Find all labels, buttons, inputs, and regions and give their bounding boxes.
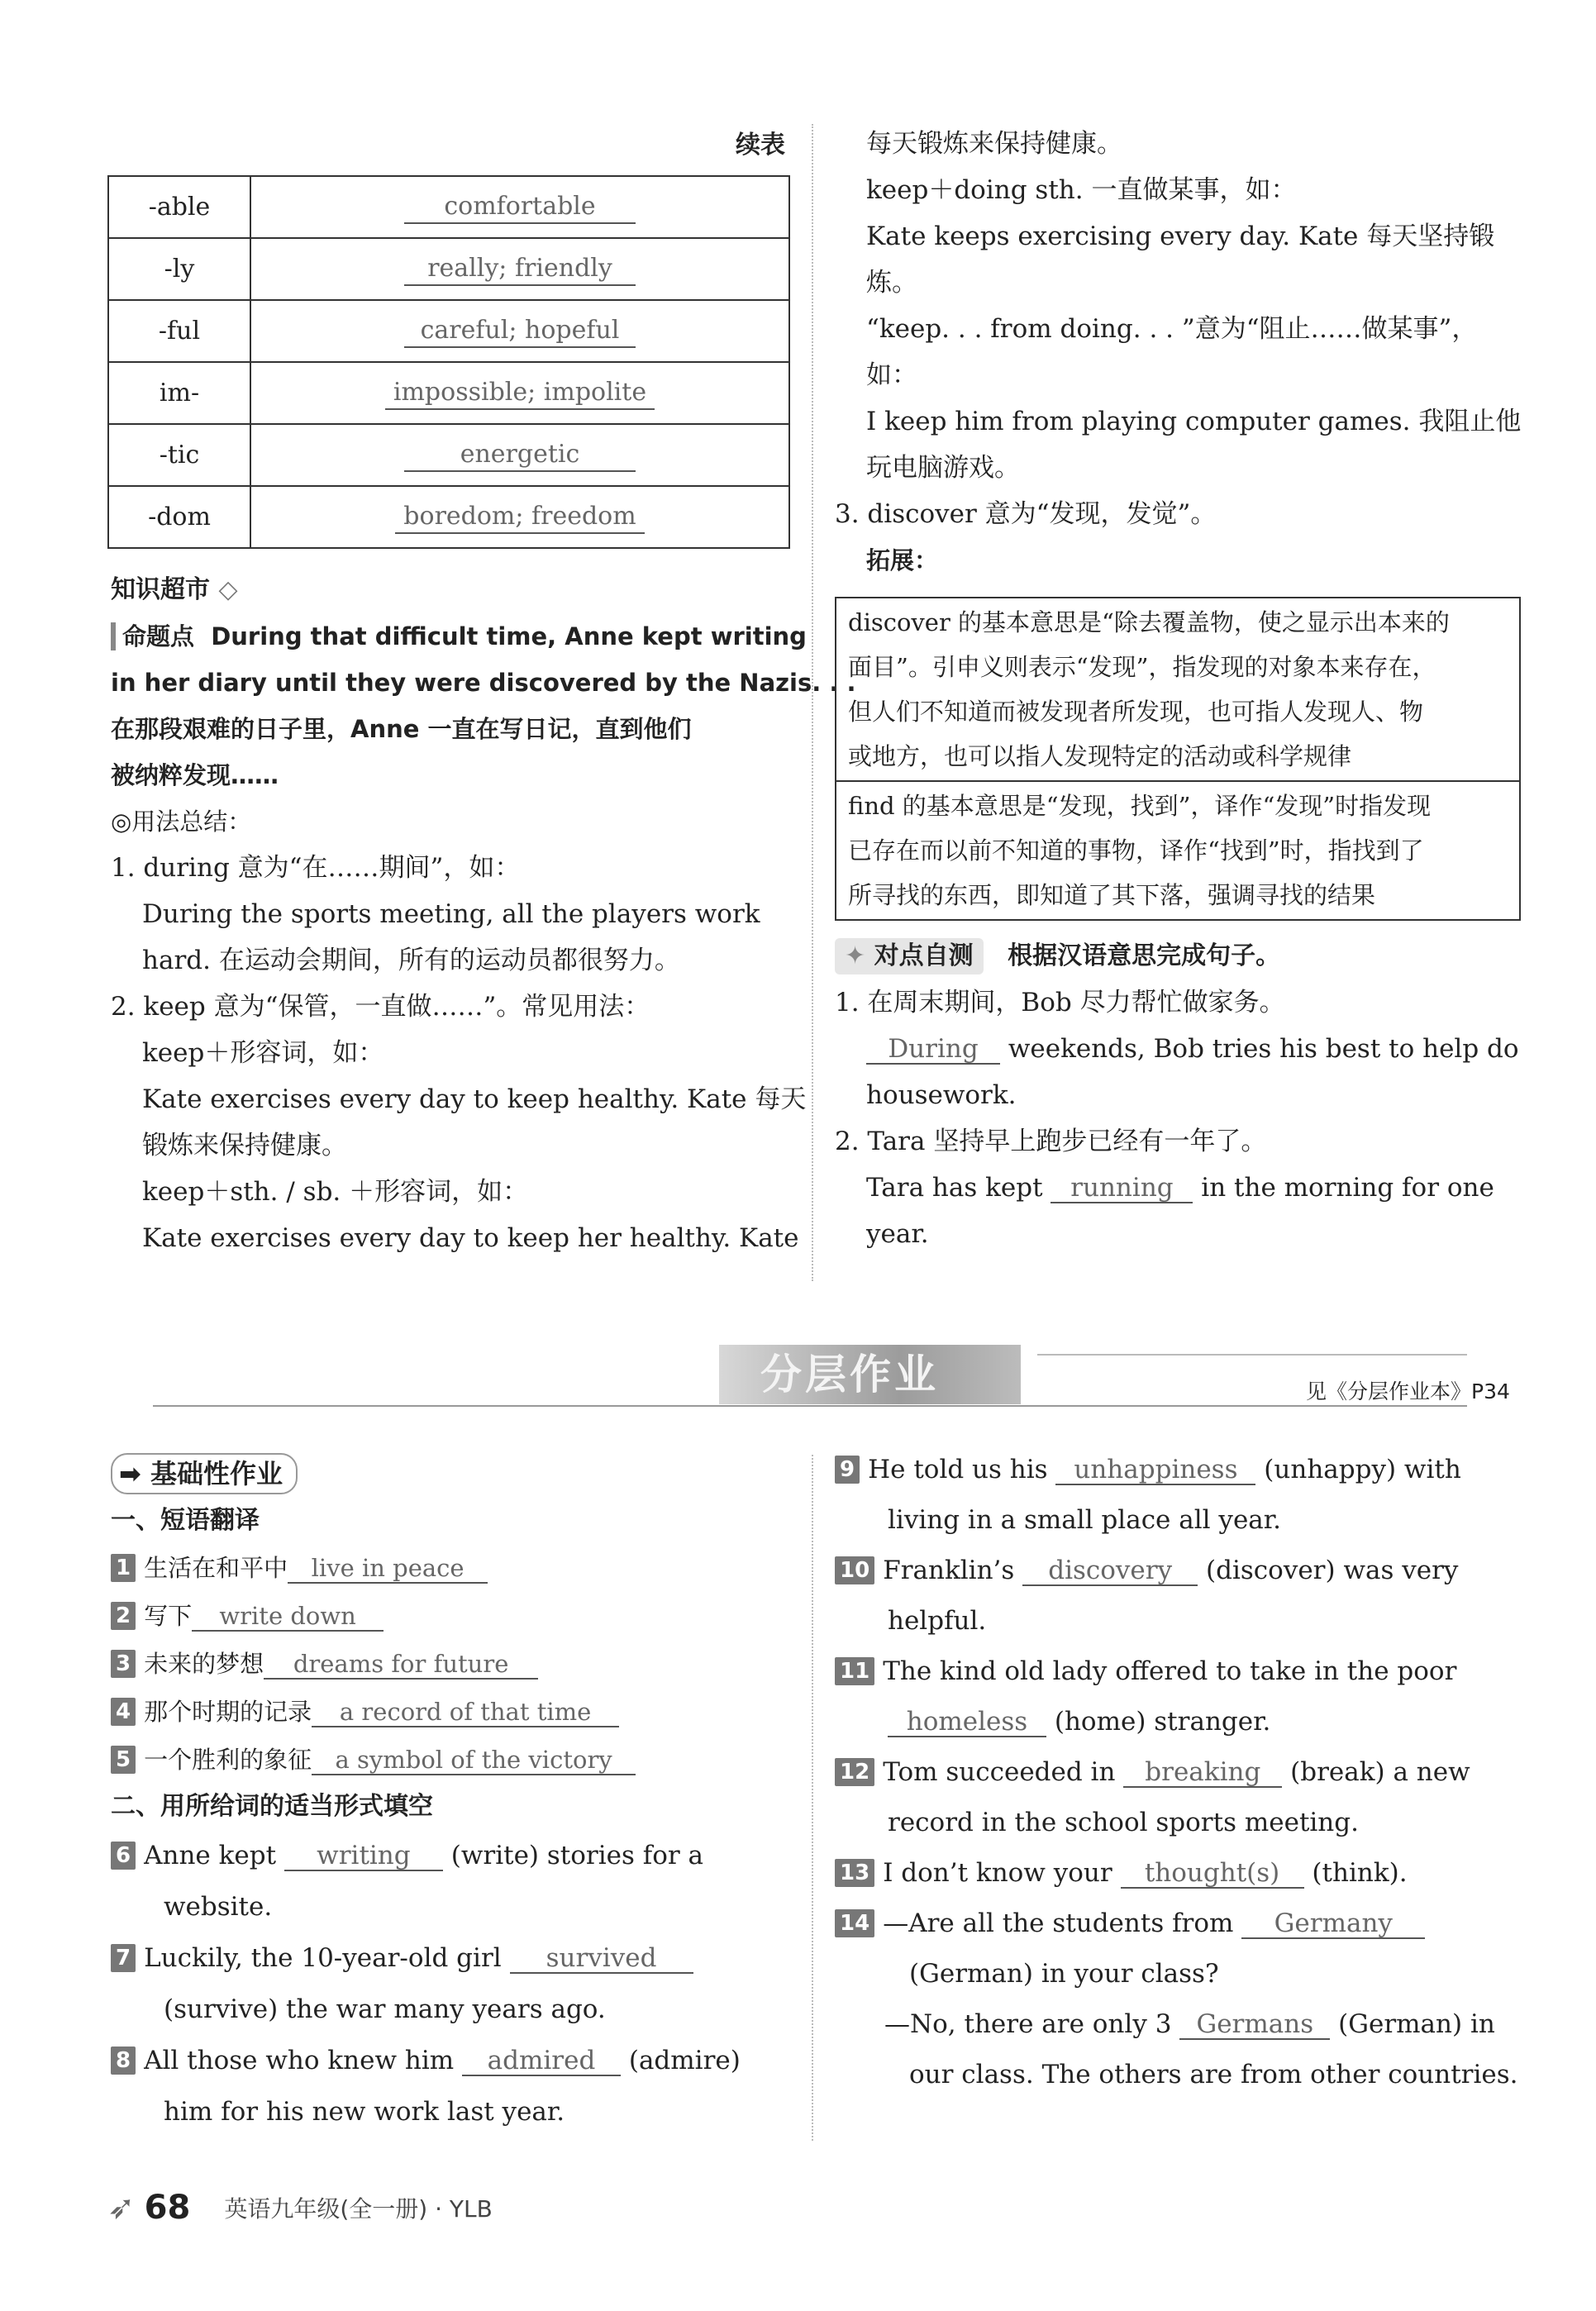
- answer-blank: discovery: [1022, 1556, 1198, 1586]
- usage-line: 如：: [866, 360, 917, 390]
- column-divider: [812, 124, 813, 1281]
- footer: [107, 2189, 493, 2227]
- suffix-cell: im-: [108, 362, 250, 424]
- question-14: 14 —Are all the students from Germany (German) in your class? —No, there are only 3 Germans (German) in our class. The others are from other countries.: [835, 1899, 1521, 2100]
- continued-label: 续表: [736, 131, 785, 160]
- phrase-item: 3 未来的梦想 dreams for future: [111, 1640, 797, 1688]
- answer-blank: breaking: [1123, 1758, 1282, 1788]
- answer-blank: a symbol of the victory: [312, 1746, 636, 1775]
- find-cell: find 的基本意思是“发现，找到”，译作“发现”时指发现 已存在而以前不知道的事物，译作“找到”时，指找到了 所寻找的东西，即知道了其下落，强调寻找的结果: [836, 780, 1519, 919]
- suffix-cell: -dom: [108, 486, 250, 548]
- table-row: [108, 486, 789, 548]
- usage-line: 每天锻炼来保持健康。: [866, 129, 1122, 159]
- question-13: 13 I don’t know your thought(s) (think).: [835, 1848, 1521, 1899]
- knowledge-heading: 知识超市 ◇: [111, 575, 238, 604]
- usage-line: “keep. . . from doing. . . ”意为“阻止……做某事”，: [866, 314, 1478, 344]
- selftest-section: ✦ 对点自测 根据汉语意思完成句子。 1. 在周末期间，Bob 尽力帮忙做家务。 During weekends, Bob tries his best to help do housework. 2. Tara 坚持早上跑步已经有一年了。 Tara has kept running in the morning for one year.: [835, 932, 1521, 1257]
- homework-left: [111, 1451, 797, 2137]
- answer-cell: energetic: [404, 439, 636, 472]
- answer-blank: homeless: [888, 1708, 1046, 1737]
- topic-cn: 在那段艰难的日子里，Anne 一直在写日记，直到他们: [111, 715, 692, 743]
- table-row: [108, 238, 789, 300]
- question-cn: 1. 在周末期间，Bob 尽力帮忙做家务。: [835, 988, 1285, 1017]
- column-divider: [812, 1455, 813, 2141]
- table-row: [108, 176, 789, 238]
- table-row: [108, 362, 789, 424]
- question-6: 6 Anne kept writing (write) stories for a website.: [111, 1830, 797, 1932]
- arrow-icon: ➡: [119, 1458, 141, 1489]
- answer-blank: write down: [192, 1602, 384, 1632]
- expansion-box: [835, 597, 1521, 921]
- table-row: [108, 300, 789, 362]
- suffix-cell: -ful: [108, 300, 250, 362]
- phrase-item: 2 写下 write down: [111, 1592, 797, 1640]
- phrase-item: 5 一个胜利的象征 a symbol of the victory: [111, 1736, 797, 1784]
- question-cn: 2. Tara 坚持早上跑步已经有一年了。: [835, 1127, 1267, 1156]
- selftest-instruction: 根据汉语意思完成句子。: [1008, 941, 1281, 970]
- homework-right: [835, 1445, 1521, 2100]
- usage-line: I keep him from playing computer games. 我阻止他: [866, 407, 1522, 436]
- usage-label: ◎用法总结：: [111, 808, 252, 836]
- discover-cell: discover 的基本意思是“除去覆盖物，使之显示出本来的 面目”。引申义则表示“发现”，指发现的对象本来存在， 但人们不知道而被发现者所发现，也可指人发现人、物 或地方，也可以指人发现特定的活动或科学规律: [848, 608, 1450, 770]
- suffix-cell: -ly: [108, 238, 250, 300]
- usage-line: hard. 在运动会期间，所有的运动员都很努力。: [142, 946, 680, 975]
- banner-rule: [153, 1405, 1467, 1407]
- answer-cell: impossible; impolite: [385, 377, 655, 410]
- topic-en: During that difficult time, Anne kept writing: [211, 622, 807, 650]
- answer-blank: During: [866, 1035, 1000, 1065]
- answer-blank: admired: [462, 2047, 621, 2076]
- question-11: 11 The kind old lady offered to take in the poor homeless (home) stranger.: [835, 1646, 1521, 1747]
- knowledge-section: [111, 567, 856, 1261]
- answer-cell: comfortable: [404, 191, 636, 224]
- question-10: 10 Franklin’s discovery (discover) was very helpful.: [835, 1546, 1521, 1646]
- expand-label: 拓展：: [866, 546, 939, 574]
- usage-line: keep＋sth. / sb. ＋形容词，如：: [142, 1177, 529, 1207]
- answer-blank: writing: [284, 1842, 443, 1871]
- answer-blank: Germans: [1179, 2010, 1330, 2040]
- section-title: 一、短语翻译: [111, 1506, 260, 1535]
- section-title: 二、用所给词的适当形式填空: [111, 1792, 433, 1821]
- banner-rule: [1037, 1354, 1467, 1356]
- answer-blank: live in peace: [288, 1554, 488, 1584]
- bird-icon: ➶: [107, 2189, 136, 2227]
- usage-line: 1. during 意为“在……期间”，如：: [111, 853, 521, 883]
- selftest-label: ✦ 对点自测: [835, 938, 984, 974]
- usage-line: keep＋形容词，如：: [142, 1038, 384, 1068]
- answer-blank: survived: [510, 1944, 693, 1974]
- basic-label: ➡ 基础性作业: [111, 1453, 298, 1494]
- answer-blank: Germany: [1241, 1909, 1425, 1939]
- homework-ref: 见《分层作业本》P34: [1306, 1379, 1510, 1403]
- usage-line: 锻炼来保持健康。: [142, 1131, 347, 1160]
- table-row: [108, 424, 789, 486]
- question-12: 12 Tom succeeded in breaking (break) a new record in the school sports meeting.: [835, 1747, 1521, 1848]
- page-number: 68: [144, 2189, 191, 2227]
- usage-line: During the sports meeting, all the players work: [142, 899, 760, 929]
- answer-blank: dreams for future: [264, 1650, 538, 1680]
- phrase-item: 4 那个时期的记录 a record of that time: [111, 1688, 797, 1736]
- topic-label: 命题点: [111, 622, 194, 650]
- usage-line: Kate keeps exercising every day. Kate 每天坚持锻: [866, 222, 1495, 251]
- answer-blank: a record of that time: [312, 1698, 619, 1727]
- answer-blank: running: [1051, 1174, 1193, 1203]
- usage-line: Kate exercises every day to keep her healthy. Kate: [142, 1223, 799, 1253]
- answer-blank: thought(s): [1121, 1859, 1304, 1889]
- answer-cell: really; friendly: [404, 253, 636, 286]
- answer-cell: boredom; freedom: [395, 501, 644, 534]
- usage-line: 3. discover 意为“发现，发觉”。: [835, 499, 1217, 529]
- question-9: 9 He told us his unhappiness (unhappy) with living in a small place all year.: [835, 1445, 1521, 1546]
- usage-line: keep＋doing sth. 一直做某事，如：: [866, 175, 1297, 205]
- question-7: 7 Luckily, the 10-year-old girl survived (survive) the war many years ago.: [111, 1932, 797, 2035]
- right-top-section: [835, 121, 1521, 584]
- usage-line: 玩电脑游戏。: [866, 453, 1020, 483]
- answer-cell: careful; hopeful: [404, 315, 636, 348]
- topic-cn: 被纳粹发现……: [111, 761, 279, 789]
- answer-blank: unhappiness: [1055, 1456, 1255, 1485]
- question-8: 8 All those who knew him admired (admire) him for his new work last year.: [111, 2035, 797, 2137]
- suffix-cell: -able: [108, 176, 250, 238]
- diamond-icon: ◇: [218, 575, 238, 604]
- suffix-cell: -tic: [108, 424, 250, 486]
- phrase-item: 1 生活在和平中 live in peace: [111, 1544, 797, 1592]
- star-icon: ✦: [845, 941, 866, 970]
- usage-line: 2. keep 意为“保管，一直做……”。常见用法：: [111, 992, 650, 1022]
- usage-line: Kate exercises every day to keep healthy. Kate 每天: [142, 1084, 807, 1114]
- book-title: 英语九年级(全一册) · YLB: [224, 2195, 493, 2223]
- banner-title: 分层作业: [760, 1351, 939, 1399]
- usage-line: 炼。: [866, 268, 917, 298]
- suffix-table: [107, 175, 790, 549]
- topic-en: in her diary until they were discovered by the Nazis. . .: [111, 669, 856, 697]
